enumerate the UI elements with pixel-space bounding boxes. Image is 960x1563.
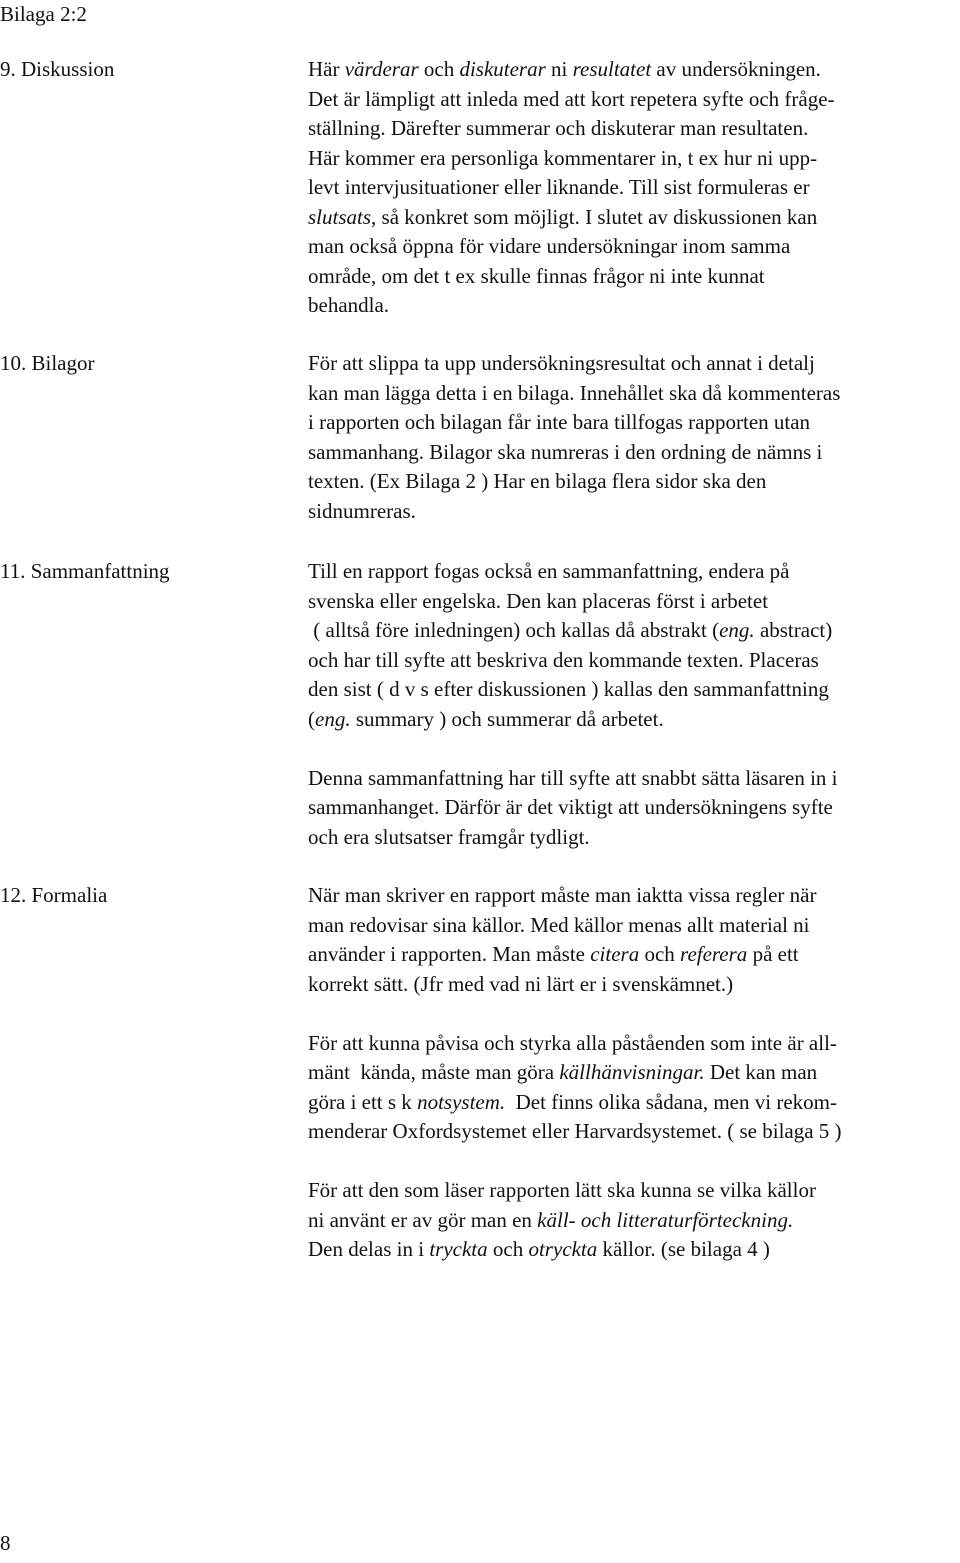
text-run: och [487,1237,529,1261]
text-line [308,55,958,85]
text-run: behandla. [308,293,390,317]
page-number: 8 [0,1531,11,1555]
paragraph-gap [308,999,958,1029]
page-header: Bilaga 2:2 [0,2,87,26]
text-line [308,1088,958,1118]
text-line [308,262,958,292]
text-run: Det kan man [704,1060,818,1084]
italic-text-run: värderar [344,57,419,81]
text-run: den sist ( d v s efter diskussionen ) kallas den sammanfattning [308,677,829,701]
text-line [308,467,958,497]
text-run: För att den som läser rapporten lätt ska kunna se vilka källor [308,1178,816,1202]
text-run: Det är lämpligt att inleda med att kort repetera syfte och fråge- [308,86,835,111]
section-body [308,557,958,852]
text-run: källor. (se bilaga 4 ) [597,1237,770,1261]
text-run: i rapporten och bilagan får inte bara tillfogas rapporten utan [308,410,811,434]
text-run: på ett [747,942,799,966]
text-run: område, om det t ex skulle finnas frågor ni inte kunnat [308,263,765,288]
text-line [308,349,958,379]
text-line [308,1117,958,1147]
text-run: mänt kända, måste man göra [308,1060,560,1084]
text-run: För att kunna påvisa och styrka alla påståenden som inte är all- [308,1030,837,1055]
text-line [308,1029,958,1059]
text-line [308,379,958,409]
text-run: ( [308,706,315,731]
text-run: ni [545,57,573,81]
italic-text-run: notsystem. [417,1089,506,1114]
text-run: För att slippa ta upp undersökningsresultat och annat i detalj [308,351,815,375]
text-run: Här kommer era personliga kommentarer in, t ex hur ni upp- [308,145,818,170]
text-line [308,616,958,646]
text-line [308,408,958,438]
italic-text-run: otryckta [528,1237,598,1261]
section-body [308,55,958,321]
italic-text-run: tryckta [429,1237,488,1261]
italic-text-run: källhänvisningar. [559,1060,705,1084]
text-run: och era slutsatser framgår tydligt. [308,824,590,849]
text-line [308,793,958,823]
text-run: Den delas in i [308,1237,430,1261]
text-run: korrekt sätt. (Jfr med vad ni lärt er i svenskämnet.) [308,971,734,996]
italic-text-run: diskuterar [459,57,546,81]
text-line [308,646,958,676]
text-run: och [639,942,681,966]
section-heading: 12. Formalia [0,883,108,907]
text-line [308,232,958,262]
text-line [308,497,958,527]
text-line [308,823,958,853]
section-heading: 10. Bilagor [0,351,95,375]
text-line [308,911,958,941]
section-heading: 9. Diskussion [0,57,115,81]
italic-text-run: referera [680,942,748,966]
paragraph-gap [308,1147,958,1177]
text-run: texten. (Ex Bilaga 2 ) Har en bilaga flera sidor ska den [308,469,767,493]
section-body [308,881,958,1265]
text-line [308,1235,958,1265]
italic-text-run: resultatet [572,57,652,81]
text-line [308,438,958,468]
text-run: sammanhang. Bilagor ska numreras i den ordning de nämns i [308,439,823,464]
text-run: summary ) och summerar då arbetet. [350,706,664,731]
text-run: göra i ett s k [308,1089,418,1114]
text-line [308,173,958,203]
text-line [308,1058,958,1088]
text-line [308,85,958,115]
text-run: ( alltså före inledningen) och kallas då abstrakt ( [308,618,720,642]
text-line [308,1206,958,1236]
text-run: ni använt er av gör man en [308,1207,538,1232]
italic-text-run: slutsats [308,204,372,229]
text-run: av undersökningen. [651,57,821,81]
text-line [308,587,958,617]
text-run: Det finns olika sådana, men vi rekom- [505,1089,837,1114]
text-line [308,675,958,705]
text-line [308,764,958,794]
italic-text-run: citera [590,942,640,966]
text-line [308,291,958,321]
text-line [308,203,958,233]
text-run: , så konkret som möjligt. I slutet av diskussionen kan [371,204,818,229]
section-body [308,349,958,526]
text-run: Denna sammanfattning har till syfte att snabbt sätta läsaren in i [308,765,838,790]
text-line [308,114,958,144]
text-run: menderar Oxfordsystemet eller Harvardsystemet. ( se bilaga 5 ) [308,1119,842,1143]
text-run: och [418,57,460,81]
italic-text-run: eng. [315,706,351,731]
text-run: man också öppna för vidare undersökningar inom samma [308,234,791,258]
text-run: ställning. Därefter summerar och diskuterar man resultaten. [308,116,809,140]
text-line [308,881,958,911]
italic-text-run: eng. [719,618,755,642]
text-line [308,1176,958,1206]
paragraph-gap [308,734,958,764]
text-run: svenska eller engelska. Den kan placeras först i arbetet [308,588,769,613]
text-run: sidnumreras. [308,498,416,523]
italic-text-run: käll- och litteraturförteckning. [537,1207,794,1232]
text-run: När man skriver en rapport måste man iaktta vissa regler när [308,883,817,907]
text-run: och har till syfte att beskriva den kommande texten. Placeras [308,647,819,672]
text-line [308,557,958,587]
text-run: abstract) [754,618,833,642]
text-line [308,970,958,1000]
text-line [308,940,958,970]
section-heading: 11. Sammanfattning [0,559,170,583]
text-run: levt intervjusituationer eller liknande. Till sist formuleras er [308,175,810,199]
text-run: Till en rapport fogas också en sammanfattning, endera på [308,559,790,583]
text-run: kan man lägga detta i en bilaga. Innehållet ska då kommenteras [308,380,841,405]
text-run: Här [308,57,345,81]
text-run: man redovisar sina källor. Med källor menas allt material ni [308,912,810,937]
text-line [308,144,958,174]
text-line [308,705,958,735]
text-run: sammanhanget. Därför är det viktigt att undersökningens syfte [308,795,833,819]
text-run: använder i rapporten. Man måste [308,942,591,966]
